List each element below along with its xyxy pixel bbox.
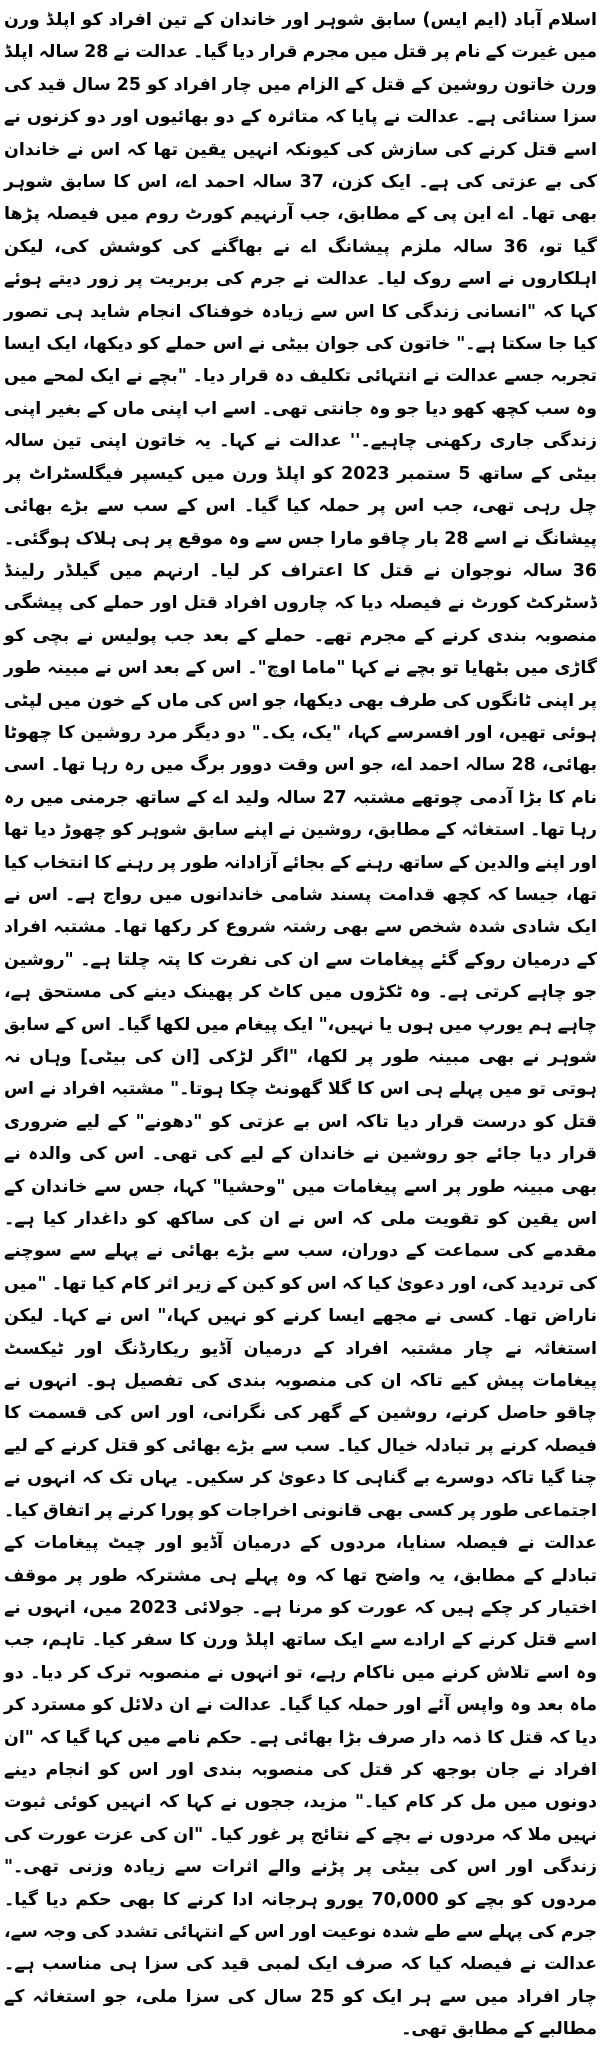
article-body: اسلام آباد (ایم ایس) سابق شوہر اور خاندان کے تین افراد کو اپلڈ ورن میں غیرت کے نام پر قتل میں مجرم قرار دیا گیا۔ عدالت نے 28 سالہ اپلڈ ورن خاتون روشین کے قتل کے الزام میں چار افراد کو 25 سال قید کی سزا سنائی ہے۔ عدالت نے پایا کہ متاثرہ کے دو بھائیوں اور دو کزنوں نے اسے قتل کرنے کی سازش کی کیونکہ انہیں یقین تھا کہ اس نے خاندان کی بے عزتی کی ہے۔ ایک کزن، 37 سالہ احمد اے، اس کا سابق شوہر بھی تھا۔ اے این پی کے مطابق، جب آرنہیم کورٹ روم میں فیصلہ پڑھا گیا تو، 36 سالہ ملزم پیشانگ اے نے بھاگنے کی کوشش کی، لیکن اہلکاروں نے اسے روک لیا۔ عدالت نے جرم کی بربریت پر زور دیتے ہوئے کہا کہ "انسانی زندگی کا اس سے زیادہ خوفناک انجام شاید ہی تصور کیا جا سکتا ہے۔" خاتون کی جوان بیٹی نے اس حملے کو دیکھا، ایک ایسا تجربہ جسے عدالت نے انتہائی تکلیف دہ قرار دیا۔ "بچے نے ایک لمحے میں وہ سب کچھ کھو دیا جو وہ جانتی تھی۔ اسے اب اپنی ماں کے بغیر اپنی زندگی جاری رکھنی چاہیے۔'' عدالت نے کہا۔ یہ خاتون اپنی تین سالہ بیٹی کے ساتھ 5 ستمبر 2023 کو اپلڈ ورن میں کیسپر فیگلسٹراٹ پر چل رہی تھی، جب اس پر حملہ کیا گیا۔ اس کے سب سے بڑے بھائی پیشانگ نے اسے 28 بار چاقو مارا جس سے وہ موقع پر ہی ہلاک ہوگئی۔ 36 سالہ نوجوان نے قتل کا اعتراف کر لیا۔ ارنہم میں گیلڈر رلینڈ ڈسٹرکٹ کورٹ نے فیصلہ دیا کہ چاروں افراد قتل اور حملے کی پیشگی منصوبہ بندی کرنے کے مجرم تھے۔ حملے کے بعد جب پولیس نے بچی کو گاڑی میں بٹھایا تو بچے نے کہا "ماما اوچ"۔ اس کے بعد اس نے مبینہ طور پر اپنی ٹانگوں کی طرف بھی دیکھا، جو اس کی ماں کے خون میں لپٹی ہوئی تھیں، اور افسرسے کہا، "یک، یک۔" دو دیگر مرد روشین کا چھوٹا بھائی، 28 سالہ احمد اے، جو اس وقت دوور برگ میں رہ رہا تھا۔ اسی نام کا بڑا آدمی چوتھے مشتبہ 27 سالہ ولید اے کے ساتھ جرمنی میں رہ رہا تھا۔ استغاثہ کے مطابق، روشین نے اپنے سابق شوہر کو چھوڑ دیا تھا اور اپنے والدین کے ساتھ رہنے کے بجائے آزادانہ طور پر رہنے کا انتخاب کیا تھا، جیسا کہ کچھ قدامت پسند شامی خاندانوں میں رواج ہے۔ اس نے ایک شادی شدہ شخص سے بھی رشتہ شروع کر رکھا تھا۔ مشتبہ افراد کے درمیان روکے گئے پیغامات سے ان کی نفرت کا پتہ چلتا ہے۔ "روشین جو چاہے کرتی ہے۔ وہ ٹکڑوں میں کاٹ کر پھینک دینے کی مستحق ہے، چاہے ہم یورپ میں ہوں یا نہیں،" ایک پیغام میں لکھا گیا۔ اس کے سابق شوہر نے بھی مبینہ طور پر لکھا، "اگر لڑکی [ان کی بیٹی] وہاں نہ ہوتی تو میں پہلے ہی اس کا گلا گھونٹ چکا ہوتا۔" مشتبہ افراد نے اس قتل کو درست قرار دیا تاکہ اس بے عزتی کو "دھونے" کے لیے ضروری قرار دیا جائے جو روشین نے خاندان کے لیے کی تھی۔ اس کی والدہ نے بھی مبینہ طور پر اسے پیغامات میں "وحشیا" کہا، جس سے خاندان کے اس یقین کو تقویت ملی کہ اس نے ان کی ساکھ کو داغدار کیا ہے۔ مقدمے کی سماعت کے دوران، سب سے بڑے بھائی نے پہلے سے سوچنے کی تردید کی، اور دعویٰ کیا کہ اس کو کین کے زیر اثر کام کیا تھا۔ "میں ناراض تھا۔ کسی نے مجھے ایسا کرنے کو نہیں کہا،" اس نے کہا۔ لیکن استغاثہ نے چار مشتبہ افراد کے درمیان آڈیو ریکارڈنگ اور ٹیکسٹ پیغامات پیش کیے تاکہ ان کی منصوبہ بندی کی تفصیل ہو۔ انہوں نے چاقو حاصل کرنے، روشین کے گھر کی نگرانی، اور اس کی قسمت کا فیصلہ کرنے پر تبادلہ خیال کیا۔ سب سے بڑے بھائی کو قتل کرنے کے لیے چنا گیا تاکہ دوسرے بے گناہی کا دعویٰ کر سکیں۔ یہاں تک کہ انہوں نے اجتماعی طور پر کسی بھی قانونی اخراجات کو پورا کرنے پر اتفاق کیا۔ عدالت نے فیصلہ سنایا، مردوں کے درمیان آڈیو اور چیٹ پیغامات کے تبادلے کے مطابق، یہ واضح تھا کہ وہ پہلے ہی مشترکہ طور پر موقف اختیار کر چکے ہیں کہ عورت کو مرنا ہے۔ جولائی 2023 میں، انہوں نے اسے قتل کرنے کے ارادے سے ایک ساتھ اپلڈ ورن کا سفر کیا۔ تاہم، جب وہ اسے تلاش کرنے میں ناکام رہے، تو انہوں نے منصوبہ ترک کر دیا۔ دو ماہ بعد وہ واپس آئے اور حملہ کیا گیا۔ عدالت نے ان دلائل کو مسترد کر دیا کہ قتل کا ذمہ دار صرف بڑا بھائی ہے۔ حکم نامے میں کہا گیا کہ "ان افراد نے جان بوجھ کر قتل کی منصوبہ بندی اور اس کو انجام دینے دونوں میں مل کر کام کیا۔" مزید، ججوں نے کہا کہ انہیں کوئی ثبوت نہیں ملا کہ مردوں نے بچے کے نتائج پر غور کیا۔ "ان کی عزت عورت کی زندگی اور اس کی بیٹی پر پڑنے والے اثرات سے زیادہ وزنی تھی۔" مردوں کو بچے کو 70,000 یورو ہرجانہ ادا کرنے کا بھی حکم دیا گیا۔ جرم کی پہلے سے طے شدہ نوعیت اور اس کے انتہائی تشدد کی وجہ سے، عدالت نے فیصلہ کیا کہ صرف ایک لمبی قید کی سزا ہی مناسب ہے۔ چار افراد میں سے ہر ایک کو 25 سال کی سزا ملی، جو استغاثہ کے مطالبے کے مطابق تھی۔	[4, 10, 598, 2040]
